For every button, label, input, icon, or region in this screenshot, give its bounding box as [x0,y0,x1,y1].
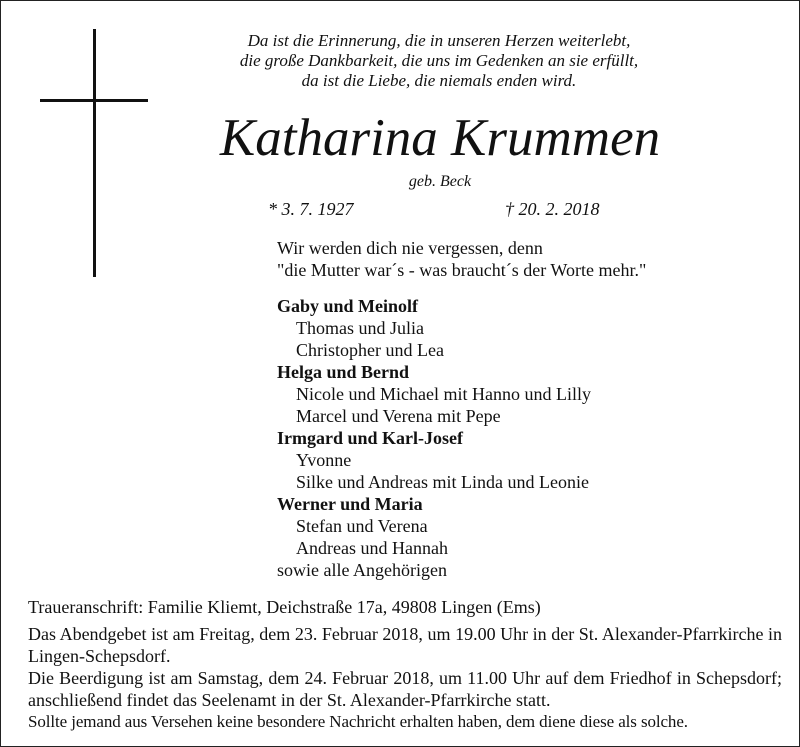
family-member: Stefan und Verena [296,516,428,536]
motto [277,237,646,281]
deceased-name: Katharina Krummen [219,109,661,167]
born-name: geb. Beck [408,173,472,190]
family-group-head: Helga und Bernd [277,362,410,382]
other-relatives: sowie alle Angehörigen [277,560,447,580]
verse-line: Da ist die Erinnerung, die in unseren Herzen weiterlebt, [247,31,631,50]
family-group-head: Gaby und Meinolf [277,296,419,316]
evening-prayer-info: Das Abendgebet ist am Freitag, dem 23. Februar 2018, um 19.00 Uhr in der St. Alexander-Pfarrkirche in Lingen-Schepsdorf. [28,624,782,666]
funeral-info: Die Beerdigung ist am Samstag, dem 24. Februar 2018, um 11.00 Uhr auf dem Friedhof in Schepsdorf; anschließend findet das Seelenamt in der St. Alexander-Pfarrkirche statt. [28,668,782,710]
family-member: Nicole und Michael mit Hanno und Lilly [296,384,591,404]
verse-line: die große Dankbarkeit, die uns im Gedenken an sie erfüllt, [239,51,639,70]
family-member: Christopher und Lea [296,340,444,360]
death-date: † 20. 2. 2018 [505,199,600,219]
birth-date: * 3. 7. 1927 [268,199,354,219]
family-member: Yvonne [296,450,352,470]
family-member: Marcel und Verena mit Pepe [296,406,501,426]
family-member: Andreas und Hannah [296,538,448,558]
mourners-list [277,295,591,581]
notice-text: Sollte jemand aus Versehen keine besondere Nachricht erhalten haben, dem diene diese als solche. [28,712,688,731]
verse-line: da ist die Liebe, die niemals enden wird. [301,71,577,90]
mourning-address: Traueranschrift: Familie Kliemt, Deichstraße 17a, 49808 Lingen (Ems) [28,597,541,617]
service-information [28,596,782,733]
motto-line: Wir werden dich nie vergessen, denn [277,238,543,258]
cross-vertical-bar [93,29,96,277]
family-group-head: Irmgard und Karl-Josef [277,428,463,448]
family-member: Silke und Andreas mit Linda und Leonie [296,472,589,492]
family-group-head: Werner und Maria [277,494,423,514]
cross-horizontal-bar [40,99,148,102]
motto-line: "die Mutter war´s - was braucht´s der Worte mehr." [277,260,647,280]
family-member: Thomas und Julia [296,318,424,338]
memorial-verse [150,31,728,91]
